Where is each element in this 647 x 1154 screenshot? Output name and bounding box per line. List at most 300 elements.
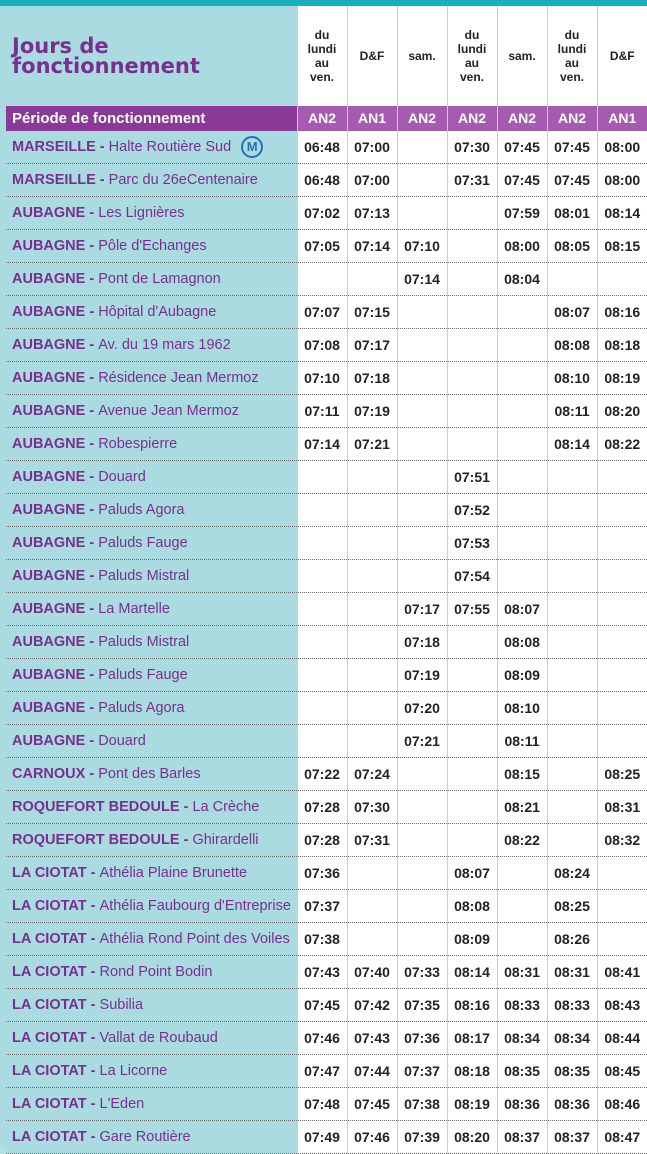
time-cell <box>347 527 397 560</box>
time-cell: 07:45 <box>497 131 547 164</box>
table-row <box>6 560 647 593</box>
day-header-4 <box>447 6 497 106</box>
time-cell: 08:37 <box>497 1121 547 1154</box>
stop-city: AUBAGNE <box>12 535 85 551</box>
time-cell: 07:45 <box>497 164 547 197</box>
time-cell <box>297 725 347 758</box>
time-cell: 07:14 <box>297 428 347 461</box>
time-cell <box>447 263 497 296</box>
day-header-line: au <box>298 56 347 70</box>
time-cell: 08:09 <box>497 659 547 692</box>
time-cell: 08:18 <box>447 1055 497 1088</box>
time-cell: 08:08 <box>447 890 497 923</box>
period-row <box>6 106 647 132</box>
time-cell <box>547 626 597 659</box>
time-cell <box>447 791 497 824</box>
time-cell <box>447 296 497 329</box>
table-row <box>6 263 647 296</box>
metro-icon: M <box>241 136 263 158</box>
time-cell: 07:45 <box>547 164 597 197</box>
time-cell <box>497 923 547 956</box>
time-cell <box>397 560 447 593</box>
time-cell: 08:04 <box>497 263 547 296</box>
time-cell: 08:44 <box>597 1022 647 1055</box>
stop-city: MARSEILLE <box>12 172 96 188</box>
time-cell: 07:07 <box>297 296 347 329</box>
time-cell: 07:55 <box>447 593 497 626</box>
stop-label: Parc du 26eCentenaire <box>109 172 258 188</box>
time-cell <box>447 329 497 362</box>
time-cell: 06:48 <box>297 164 347 197</box>
time-cell: 08:15 <box>497 758 547 791</box>
time-cell <box>547 560 597 593</box>
time-cell <box>347 725 397 758</box>
time-cell: 07:54 <box>447 560 497 593</box>
stop-separator: - <box>180 799 193 815</box>
time-cell: 08:05 <box>547 230 597 263</box>
time-cell: 07:21 <box>397 725 447 758</box>
time-cell <box>547 692 597 725</box>
time-cell: 07:17 <box>397 593 447 626</box>
time-cell: 08:00 <box>497 230 547 263</box>
time-cell: 08:14 <box>447 956 497 989</box>
time-cell <box>397 329 447 362</box>
stop-label: Halte Routière Sud <box>109 139 232 155</box>
stop-label: La Martelle <box>98 601 170 617</box>
stop-separator: - <box>85 469 98 485</box>
table-row <box>6 461 647 494</box>
stop-city: LA CIOTAT <box>12 964 87 980</box>
stop-city: AUBAGNE <box>12 205 85 221</box>
stop-name <box>6 560 297 593</box>
time-cell: 07:31 <box>447 164 497 197</box>
time-cell <box>597 461 647 494</box>
time-cell: 07:18 <box>397 626 447 659</box>
time-cell <box>347 890 397 923</box>
table-row <box>6 1121 647 1154</box>
time-cell: 08:33 <box>497 989 547 1022</box>
stop-name <box>6 791 297 824</box>
stop-name <box>6 527 297 560</box>
time-cell: 08:31 <box>497 956 547 989</box>
day-header-line: D&F <box>598 49 647 63</box>
stop-separator: - <box>87 931 100 947</box>
time-cell: 07:45 <box>297 989 347 1022</box>
table-row <box>6 230 647 263</box>
stop-label: Av. du 19 mars 1962 <box>98 337 230 353</box>
stop-name <box>6 362 297 395</box>
time-cell <box>497 494 547 527</box>
stop-city: AUBAGNE <box>12 271 85 287</box>
time-cell <box>547 824 597 857</box>
time-cell <box>547 527 597 560</box>
stop-name <box>6 296 297 329</box>
time-cell: 07:52 <box>447 494 497 527</box>
time-cell <box>497 428 547 461</box>
stop-name <box>6 395 297 428</box>
time-cell <box>397 758 447 791</box>
stop-label: Ghirardelli <box>192 832 258 848</box>
time-cell <box>597 923 647 956</box>
time-cell: 07:36 <box>297 857 347 890</box>
day-header-line: du <box>298 28 347 42</box>
day-header-5 <box>497 6 547 106</box>
time-cell: 07:40 <box>347 956 397 989</box>
time-cell <box>447 395 497 428</box>
day-header-line: au <box>548 56 597 70</box>
time-cell: 07:47 <box>297 1055 347 1088</box>
stop-name <box>6 164 297 197</box>
stop-city: AUBAGNE <box>12 733 85 749</box>
stop-label: Gare Routière <box>100 1129 191 1145</box>
stop-separator: - <box>85 568 98 584</box>
time-cell: 08:11 <box>547 395 597 428</box>
time-cell <box>297 692 347 725</box>
time-cell: 07:49 <box>297 1121 347 1154</box>
stop-name <box>6 593 297 626</box>
time-cell: 07:05 <box>297 230 347 263</box>
stop-separator: - <box>87 865 100 881</box>
time-cell: 07:43 <box>297 956 347 989</box>
table-row <box>6 164 647 197</box>
time-cell <box>397 857 447 890</box>
time-cell <box>397 428 447 461</box>
time-cell: 07:48 <box>297 1088 347 1121</box>
stop-separator: - <box>87 1129 100 1145</box>
stop-name <box>6 956 297 989</box>
time-cell <box>597 494 647 527</box>
time-cell: 08:22 <box>597 428 647 461</box>
time-cell: 08:10 <box>497 692 547 725</box>
time-cell <box>347 857 397 890</box>
stop-name <box>6 494 297 527</box>
time-cell: 08:26 <box>547 923 597 956</box>
period-code-3: AN2 <box>397 106 447 132</box>
stop-label: Athélia Rond Point des Voiles <box>100 931 290 947</box>
time-cell: 07:35 <box>397 989 447 1022</box>
stop-name <box>6 692 297 725</box>
time-cell: 07:46 <box>347 1121 397 1154</box>
stop-city: AUBAGNE <box>12 634 85 650</box>
table-row <box>6 626 647 659</box>
table-row <box>6 197 647 230</box>
stop-label: L'Eden <box>100 1096 145 1112</box>
stop-city: LA CIOTAT <box>12 898 87 914</box>
time-cell <box>447 758 497 791</box>
time-cell <box>347 692 397 725</box>
stop-city: AUBAGNE <box>12 403 85 419</box>
stop-separator: - <box>85 370 98 386</box>
day-header-line: du <box>448 28 497 42</box>
days-heading <box>6 6 297 106</box>
stop-label: Pont des Barles <box>98 766 200 782</box>
time-cell <box>547 461 597 494</box>
day-header-1 <box>297 6 347 106</box>
time-cell: 08:43 <box>597 989 647 1022</box>
period-code-6: AN2 <box>547 106 597 132</box>
time-cell <box>447 725 497 758</box>
time-cell: 07:39 <box>397 1121 447 1154</box>
time-cell: 07:37 <box>297 890 347 923</box>
time-cell <box>397 824 447 857</box>
stop-label: Paluds Mistral <box>98 568 189 584</box>
time-cell: 07:08 <box>297 329 347 362</box>
stop-separator: - <box>87 997 100 1013</box>
time-cell: 08:18 <box>597 329 647 362</box>
stop-separator: - <box>85 271 98 287</box>
time-cell <box>397 461 447 494</box>
time-cell <box>497 527 547 560</box>
time-cell <box>397 164 447 197</box>
stop-city: AUBAGNE <box>12 700 85 716</box>
stop-city: AUBAGNE <box>12 337 85 353</box>
stop-name <box>6 263 297 296</box>
table-row <box>6 494 647 527</box>
time-cell: 07:15 <box>347 296 397 329</box>
table-row <box>6 1055 647 1088</box>
stop-separator: - <box>87 1096 100 1112</box>
stop-name <box>6 329 297 362</box>
table-row <box>6 1022 647 1055</box>
period-code-5: AN2 <box>497 106 547 132</box>
time-cell <box>397 131 447 164</box>
time-cell: 08:16 <box>447 989 497 1022</box>
time-cell <box>347 626 397 659</box>
time-cell <box>347 494 397 527</box>
stop-separator: - <box>85 700 98 716</box>
time-cell <box>597 725 647 758</box>
time-cell <box>347 923 397 956</box>
time-cell: 07:28 <box>297 791 347 824</box>
stop-separator: - <box>85 238 98 254</box>
time-cell: 08:34 <box>547 1022 597 1055</box>
time-cell: 07:53 <box>447 527 497 560</box>
table-row <box>6 923 647 956</box>
time-cell: 08:21 <box>497 791 547 824</box>
timetable-body <box>6 131 647 1154</box>
stop-label: Avenue Jean Mermoz <box>98 403 239 419</box>
time-cell: 08:45 <box>597 1055 647 1088</box>
stop-separator: - <box>180 832 193 848</box>
stop-label: Paluds Agora <box>98 700 184 716</box>
time-cell: 07:38 <box>397 1088 447 1121</box>
time-cell: 08:15 <box>597 230 647 263</box>
day-header-line: sam. <box>398 49 447 63</box>
time-cell <box>397 527 447 560</box>
time-cell <box>447 362 497 395</box>
day-header-line: lundi <box>548 42 597 56</box>
stop-separator: - <box>87 898 100 914</box>
stop-separator: - <box>85 733 98 749</box>
time-cell <box>447 428 497 461</box>
time-cell <box>397 395 447 428</box>
stop-label: Paluds Fauge <box>98 667 187 683</box>
time-cell <box>347 659 397 692</box>
time-cell <box>547 494 597 527</box>
table-row <box>6 890 647 923</box>
stop-separator: - <box>85 502 98 518</box>
stop-label: Résidence Jean Mermoz <box>98 370 258 386</box>
stop-name <box>6 1088 297 1121</box>
time-cell: 07:33 <box>397 956 447 989</box>
table-row <box>6 857 647 890</box>
time-cell <box>397 890 447 923</box>
time-cell <box>547 593 597 626</box>
time-cell <box>597 560 647 593</box>
time-cell: 08:24 <box>547 857 597 890</box>
time-cell <box>597 263 647 296</box>
period-label: Période de fonctionnement <box>6 106 297 132</box>
stop-city: AUBAGNE <box>12 502 85 518</box>
stop-label: Vallat de Roubaud <box>100 1030 218 1046</box>
stop-name <box>6 857 297 890</box>
stop-city: AUBAGNE <box>12 601 85 617</box>
time-cell: 07:21 <box>347 428 397 461</box>
time-cell: 07:22 <box>297 758 347 791</box>
time-cell: 08:35 <box>547 1055 597 1088</box>
time-cell <box>497 857 547 890</box>
time-cell: 07:45 <box>547 131 597 164</box>
time-cell: 08:36 <box>547 1088 597 1121</box>
time-cell <box>447 659 497 692</box>
stop-label: La Licorne <box>100 1063 168 1079</box>
time-cell: 08:36 <box>497 1088 547 1121</box>
table-row <box>6 362 647 395</box>
stop-label: Athélia Faubourg d'Entreprise <box>100 898 291 914</box>
stop-name <box>6 1121 297 1154</box>
stop-city: AUBAGNE <box>12 370 85 386</box>
time-cell <box>397 296 447 329</box>
day-header-7 <box>597 6 647 106</box>
time-cell: 08:14 <box>597 197 647 230</box>
days-heading-line2: fonctionnement <box>6 56 297 76</box>
time-cell <box>497 890 547 923</box>
time-cell: 08:17 <box>447 1022 497 1055</box>
day-header-line: au <box>448 56 497 70</box>
stop-separator: - <box>96 139 109 155</box>
stop-city: ROQUEFORT BEDOULE <box>12 832 180 848</box>
time-cell: 08:37 <box>547 1121 597 1154</box>
stop-city: AUBAGNE <box>12 667 85 683</box>
time-cell <box>547 725 597 758</box>
time-cell: 07:02 <box>297 197 347 230</box>
time-cell <box>447 692 497 725</box>
stop-separator: - <box>85 634 98 650</box>
day-header-line: ven. <box>548 70 597 84</box>
table-row <box>6 758 647 791</box>
stop-name <box>6 1022 297 1055</box>
stop-name <box>6 923 297 956</box>
time-cell: 07:36 <box>397 1022 447 1055</box>
time-cell: 08:14 <box>547 428 597 461</box>
stop-name <box>6 230 297 263</box>
stop-label: Paluds Fauge <box>98 535 187 551</box>
time-cell: 07:10 <box>297 362 347 395</box>
time-cell: 08:19 <box>597 362 647 395</box>
time-cell <box>397 791 447 824</box>
time-cell: 08:20 <box>447 1121 497 1154</box>
time-cell: 07:44 <box>347 1055 397 1088</box>
time-cell: 07:31 <box>347 824 397 857</box>
stop-label: Douard <box>98 733 146 749</box>
stop-separator: - <box>85 601 98 617</box>
time-cell: 08:07 <box>447 857 497 890</box>
time-cell: 07:38 <box>297 923 347 956</box>
period-code-4: AN2 <box>447 106 497 132</box>
table-row <box>6 296 647 329</box>
stop-separator: - <box>85 304 98 320</box>
stop-label: Douard <box>98 469 146 485</box>
table-row <box>6 989 647 1022</box>
time-cell: 07:46 <box>297 1022 347 1055</box>
time-cell: 08:07 <box>547 296 597 329</box>
stop-name <box>6 725 297 758</box>
time-cell: 07:51 <box>447 461 497 494</box>
period-code-2: AN1 <box>347 106 397 132</box>
stop-name <box>6 989 297 1022</box>
time-cell: 08:08 <box>547 329 597 362</box>
stop-city: MARSEILLE <box>12 139 96 155</box>
stop-label: Pont de Lamagnon <box>98 271 221 287</box>
time-cell <box>397 494 447 527</box>
stop-label: Paluds Mistral <box>98 634 189 650</box>
time-cell <box>397 197 447 230</box>
time-cell: 08:31 <box>597 791 647 824</box>
time-cell: 07:14 <box>397 263 447 296</box>
time-cell <box>497 362 547 395</box>
time-cell: 08:01 <box>547 197 597 230</box>
day-header-line: ven. <box>448 70 497 84</box>
day-header-line: lundi <box>448 42 497 56</box>
stop-city: LA CIOTAT <box>12 931 87 947</box>
time-cell <box>547 263 597 296</box>
stop-name <box>6 824 297 857</box>
time-cell: 07:11 <box>297 395 347 428</box>
time-cell <box>497 560 547 593</box>
stop-name <box>6 890 297 923</box>
table-row <box>6 725 647 758</box>
time-cell: 07:10 <box>397 230 447 263</box>
time-cell: 08:35 <box>497 1055 547 1088</box>
stop-separator: - <box>85 337 98 353</box>
table-row <box>6 329 647 362</box>
time-cell: 07:00 <box>347 131 397 164</box>
stop-city: LA CIOTAT <box>12 1096 87 1112</box>
time-cell <box>447 230 497 263</box>
time-cell: 08:32 <box>597 824 647 857</box>
stop-separator: - <box>85 205 98 221</box>
time-cell: 08:31 <box>547 956 597 989</box>
time-cell: 07:14 <box>347 230 397 263</box>
stop-label: La Crèche <box>192 799 259 815</box>
stop-city: AUBAGNE <box>12 568 85 584</box>
period-code-7: AN1 <box>597 106 647 132</box>
time-cell: 07:13 <box>347 197 397 230</box>
day-header-line: sam. <box>498 49 547 63</box>
time-cell <box>597 659 647 692</box>
time-cell <box>397 923 447 956</box>
time-cell: 07:45 <box>347 1088 397 1121</box>
time-cell <box>597 626 647 659</box>
table-row <box>6 131 647 164</box>
time-cell <box>447 824 497 857</box>
table-row <box>6 1088 647 1121</box>
time-cell: 08:07 <box>497 593 547 626</box>
stop-label: Les Lignières <box>98 205 184 221</box>
table-row <box>6 593 647 626</box>
days-heading-line1: Jours de <box>6 36 297 56</box>
time-cell <box>497 296 547 329</box>
